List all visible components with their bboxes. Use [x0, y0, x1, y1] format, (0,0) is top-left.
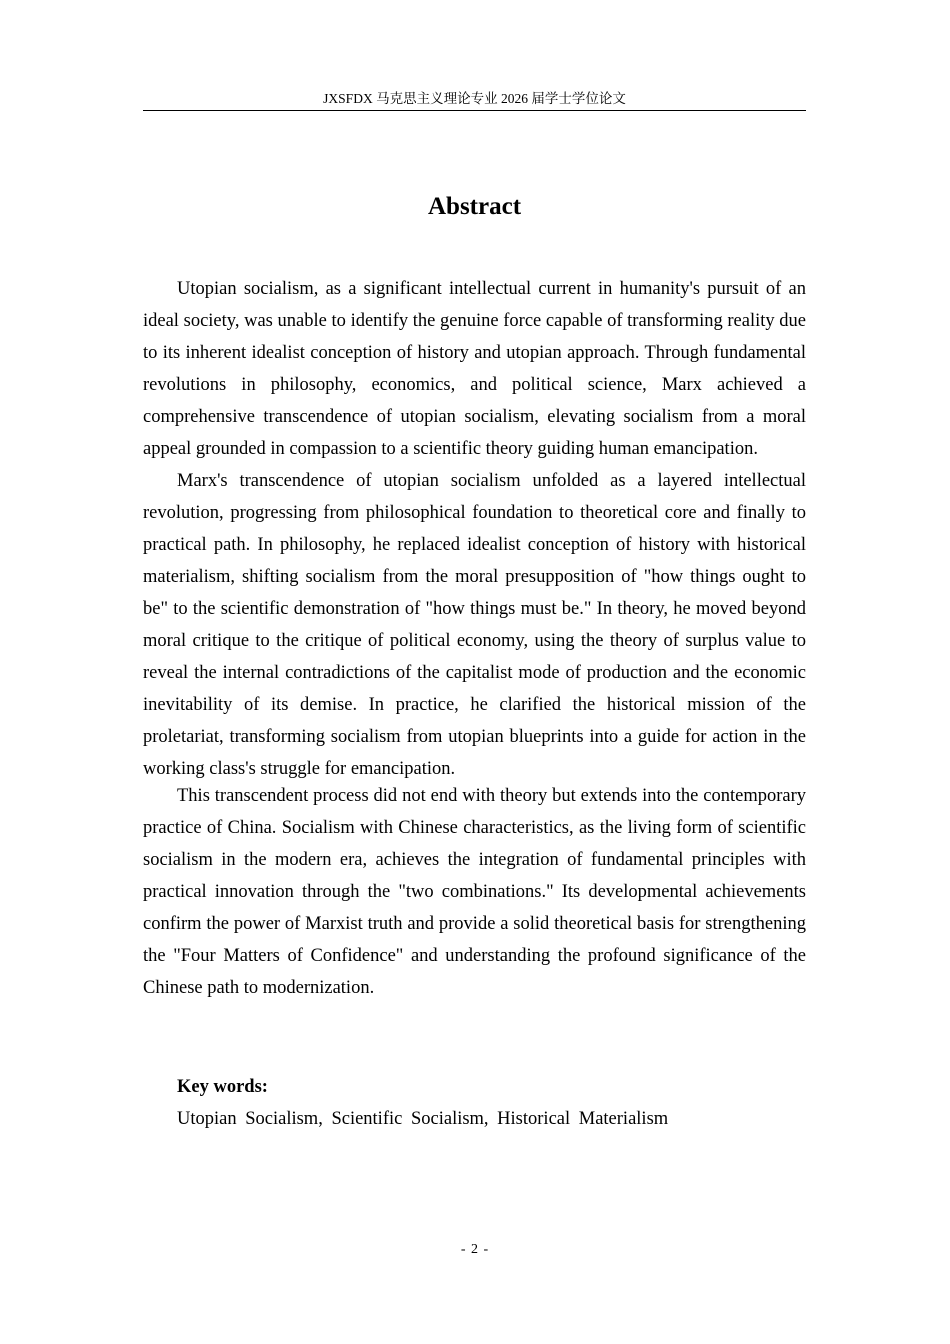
page-number: - 2 -: [460, 1242, 490, 1257]
page-title: Abstract: [427, 193, 522, 220]
keywords-label: Key words:: [177, 1077, 268, 1097]
abstract-paragraph: Utopian socialism, as a significant intellectual current in humanity's pursuit of an ideal society, was unable to identify the genuine force capable of transforming reality due to its inherent idealist conception of history and utopian approach. Through fundamental revolutions in philosophy, economics, and political science, Marx achieved a comprehensive transcendence of utopian socialism, elevating socialism from a moral appeal grounded in compassion to a scientific theory guiding human emancipation.: [143, 279, 806, 459]
abstract-body: [143, 273, 806, 1004]
abstract-paragraph: This transcendent process did not end with theory but extends into the contemporary practice of China. Socialism with Chinese characteristics, as the living form of scientific socialism in the modern era, achieves the integration of fundamental principles with practical innovation through the "two combinations." Its developmental achievements confirm the power of Marxist truth and provide a solid theoretical basis for strengthening the "Four Matters of Confidence" and understanding the profound significance of the Chinese path to modernization.: [143, 786, 806, 998]
page-header: JXSFDX 马克思主义理论专业 2026 届学士学位论文: [143, 90, 806, 111]
keywords-text: Utopian Socialism, Scientific Socialism, Historical Materialism: [177, 1109, 669, 1129]
keywords-section: [177, 1071, 806, 1135]
abstract-paragraph: Marx's transcendence of utopian socialism unfolded as a layered intellectual revolution, progressing from philosophical foundation to theoretical core and finally to practical path. In philosophy, he replaced idealist conception of history with historical materialism, shifting socialism from the moral presupposition of "how things ought to be" to the scientific demonstration of "how things must be." In theory, he moved beyond moral critique to the critique of political economy, using the theory of surplus value to reveal the internal contradictions of the capitalist mode of production and the economic inevitability of its demise. In practice, he clarified the historical mission of the proletariat, transforming socialism from utopian blueprints into a guide for action in the working class's struggle for emancipation.: [143, 471, 806, 779]
